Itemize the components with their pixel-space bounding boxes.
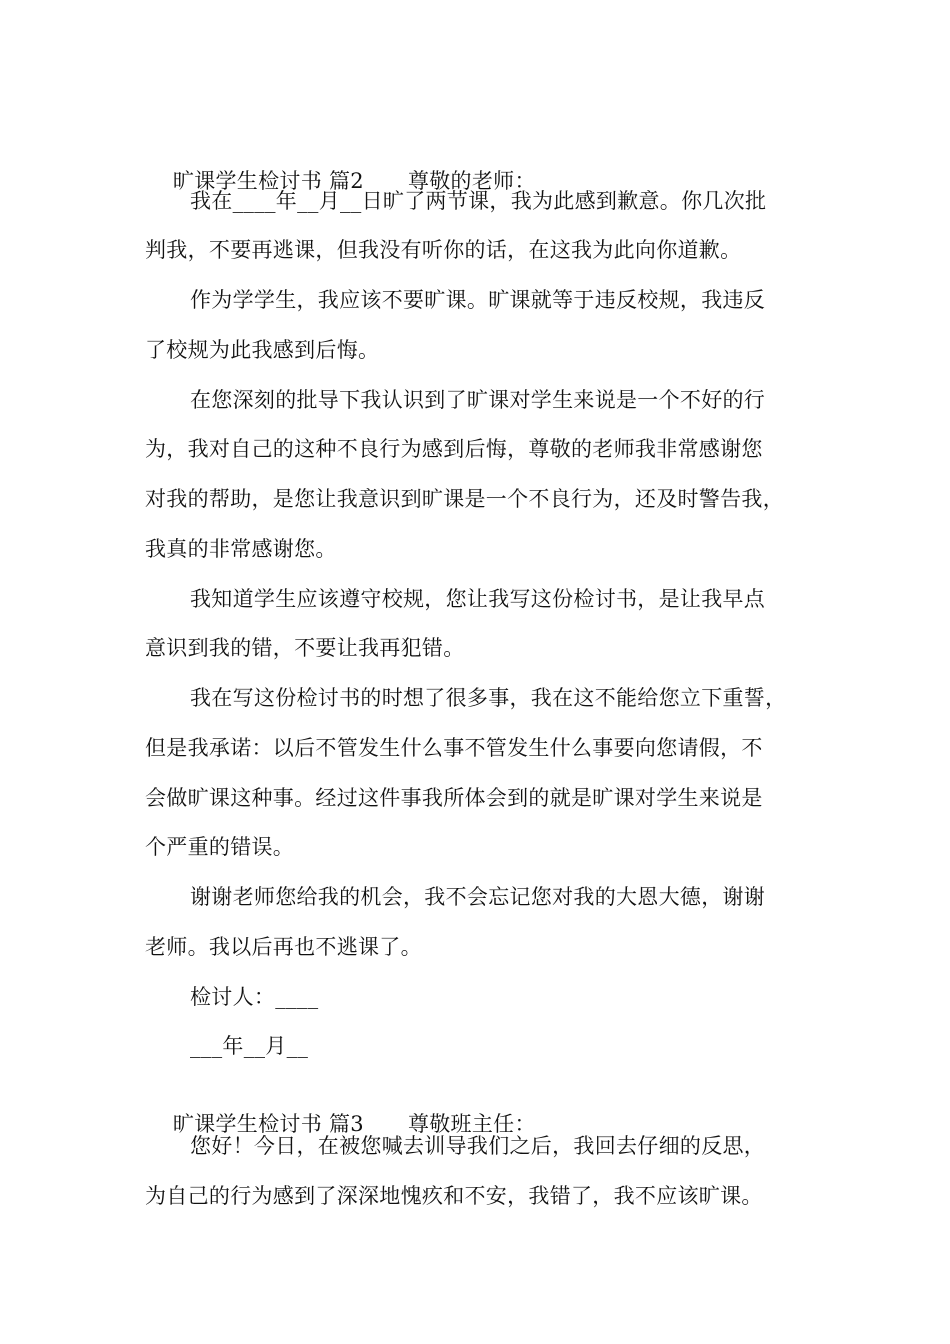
paragraph-line: 判我，不要再逃课，但我没有听你的话，在这我为此向你道歉。 <box>145 238 742 262</box>
paragraph-line: 会做旷课这种事。经过这件事我所体会到的就是旷课对学生来说是 <box>145 786 763 810</box>
date-line: ___年__月__ <box>190 1034 309 1058</box>
paragraph-line: 为，我对自己的这种不良行为感到后悔，尊敬的老师我非常感谢您 <box>145 437 763 461</box>
signature-line: 检讨人：____ <box>190 985 319 1009</box>
paragraph-line: 意识到我的错，不要让我再犯错。 <box>145 636 465 660</box>
section3-heading-title: 旷课学生检讨书 篇3 <box>172 1112 364 1136</box>
paragraph-line: 但是我承诺：以后不管发生什么事不管发生什么事要向您请假，不 <box>145 736 763 760</box>
paragraph-line: 您好！今日，在被您喊去训导我们之后，我回去仔细的反思， <box>190 1134 766 1158</box>
section2-salutation: 尊敬的老师： <box>407 169 536 193</box>
paragraph-line: 我真的非常感谢您。 <box>145 537 337 561</box>
section3-salutation: 尊敬班主任： <box>407 1112 536 1136</box>
paragraph-line: 对我的帮助，是您让我意识到旷课是一个不良行为，还及时警告我， <box>145 487 784 511</box>
paragraph-line: 我在写这份检讨书的时想了很多事，我在这不能给您立下重誓， <box>190 686 787 710</box>
paragraph-line: 老师。我以后再也不逃课了。 <box>145 935 422 959</box>
paragraph-line: 我知道学生应该遵守校规，您让我写这份检讨书，是让我早点 <box>190 587 766 611</box>
paragraph-line: 了校规为此我感到后悔。 <box>145 338 380 362</box>
paragraph-line: 个严重的错误。 <box>145 835 295 859</box>
paragraph-line: 为自己的行为感到了深深地愧疚和不安，我错了，我不应该旷课。 <box>145 1184 763 1208</box>
paragraph-line: 我在____年__月__日旷了两节课，我为此感到歉意。你几次批 <box>190 189 767 213</box>
paragraph-line: 谢谢老师您给我的机会，我不会忘记您对我的大恩大德，谢谢 <box>190 885 766 909</box>
paragraph-line: 作为学学生，我应该不要旷课。旷课就等于违反校规，我违反 <box>190 288 766 312</box>
paragraph-line: 在您深刻的批导下我认识到了旷课对学生来说是一个不好的行 <box>190 388 766 412</box>
section2-heading-title: 旷课学生检讨书 篇2 <box>172 169 364 193</box>
